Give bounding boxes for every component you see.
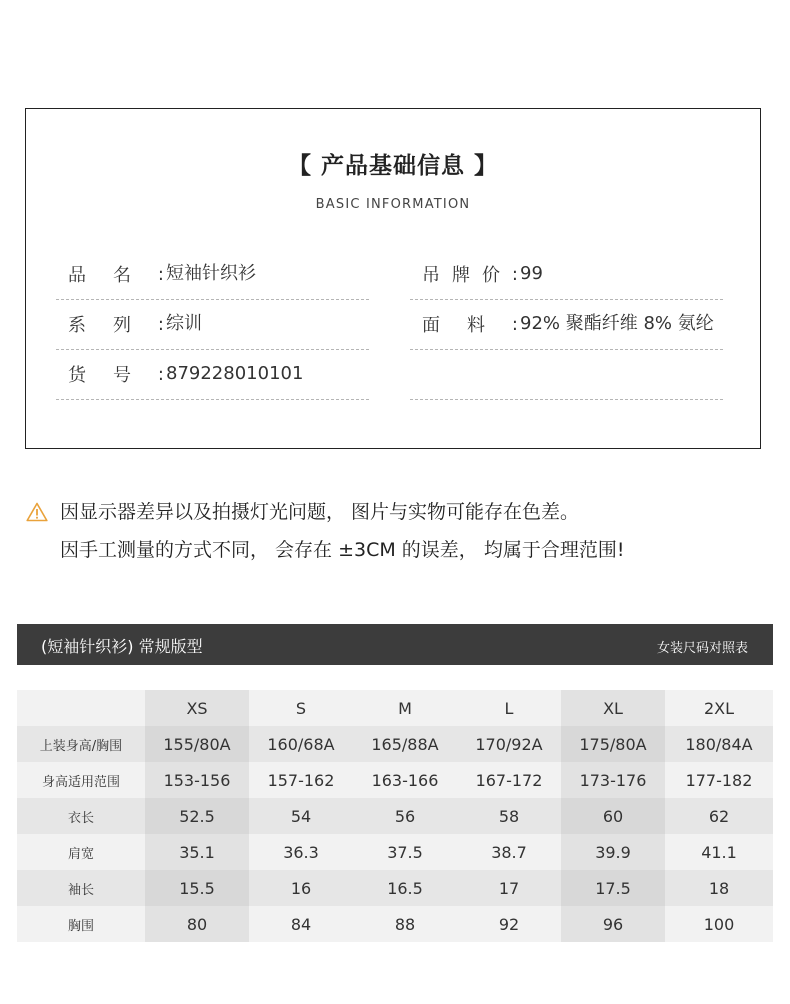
table-cell: 56 [353,798,457,834]
column-header: M [353,690,457,726]
info-title: 【 产品基础信息 】 [287,153,498,179]
notice-line-2: 因手工测量的方式不同， 会存在 ±3CM 的误差， 均属于合理范围! [60,539,625,561]
table-cell: 160/68A [249,726,353,762]
table-cell: 173-176 [561,762,665,798]
table-cell: 175/80A [561,726,665,762]
field-empty [410,350,723,400]
field-value: 99 [520,263,543,284]
table-cell: 18 [665,870,773,906]
notice-line-1: 因显示器差异以及拍摄灯光问题， 图片与实物可能存在色差。 [26,493,766,531]
field-series [56,300,369,350]
field-value: 92% 聚酯纤维 8% 氨纶 [520,313,714,334]
table-row [17,762,773,798]
field-item-number [56,350,369,400]
row-label: 身高适用范围 [17,762,145,798]
table-cell: 35.1 [145,834,249,870]
field-label: 货 号 : [68,363,164,386]
table-cell: 60 [561,798,665,834]
size-table [17,690,773,942]
table-row [17,798,773,834]
table-cell: 153-156 [145,762,249,798]
field-value: 879228010101 [166,363,304,384]
table-header-row [17,690,773,726]
warning-triangle-icon [26,502,48,522]
table-cell: 157-162 [249,762,353,798]
table-cell: 163-166 [353,762,457,798]
table-cell: 16.5 [353,870,457,906]
table-cell: 84 [249,906,353,942]
table-cell: 39.9 [561,834,665,870]
table-cell: 177-182 [665,762,773,798]
row-label: 肩宽 [17,834,145,870]
field-label: 吊 牌 价 : [422,263,518,286]
table-cell: 80 [145,906,249,942]
column-header: XL [561,690,665,726]
table-corner-cell [17,690,145,726]
row-label: 衣长 [17,798,145,834]
table-cell: 54 [249,798,353,834]
table-row [17,870,773,906]
field-label: 品 名 : [68,263,164,286]
column-header: S [249,690,353,726]
table-cell: 38.7 [457,834,561,870]
size-chart-subtitle: 女装尺码对照表 [656,641,748,656]
column-header: XS [145,690,249,726]
field-label: 系 列 : [68,313,164,336]
basic-info-panel [25,108,761,449]
table-row [17,726,773,762]
table-cell: 37.5 [353,834,457,870]
table-cell: 17 [457,870,561,906]
field-value: 短袖针织衫 [166,263,256,284]
field-product-name [56,250,369,300]
table-cell: 92 [457,906,561,942]
row-label: 袖长 [17,870,145,906]
table-cell: 16 [249,870,353,906]
table-cell: 41.1 [665,834,773,870]
table-cell: 17.5 [561,870,665,906]
table-cell: 165/88A [353,726,457,762]
table-cell: 100 [665,906,773,942]
table-cell: 167-172 [457,762,561,798]
field-tag-price [410,250,723,300]
color-notice [26,493,766,569]
field-fabric [410,300,723,350]
table-cell: 58 [457,798,561,834]
table-row [17,906,773,942]
column-header: L [457,690,561,726]
table-cell: 96 [561,906,665,942]
table-cell: 52.5 [145,798,249,834]
size-chart-header [17,624,773,665]
field-label: 面 料 : [422,313,518,336]
table-cell: 170/92A [457,726,561,762]
field-value: 综训 [166,313,202,334]
table-cell: 88 [353,906,457,942]
table-cell: 36.3 [249,834,353,870]
column-header: 2XL [665,690,773,726]
table-cell: 155/80A [145,726,249,762]
row-label: 胸围 [17,906,145,942]
size-chart-title: (短袖针织衫) 常规版型 [41,637,203,656]
row-label: 上装身高/胸围 [17,726,145,762]
table-row [17,834,773,870]
table-cell: 180/84A [665,726,773,762]
info-subtitle: BASIC INFORMATION [315,197,471,212]
table-cell: 15.5 [145,870,249,906]
table-cell: 62 [665,798,773,834]
